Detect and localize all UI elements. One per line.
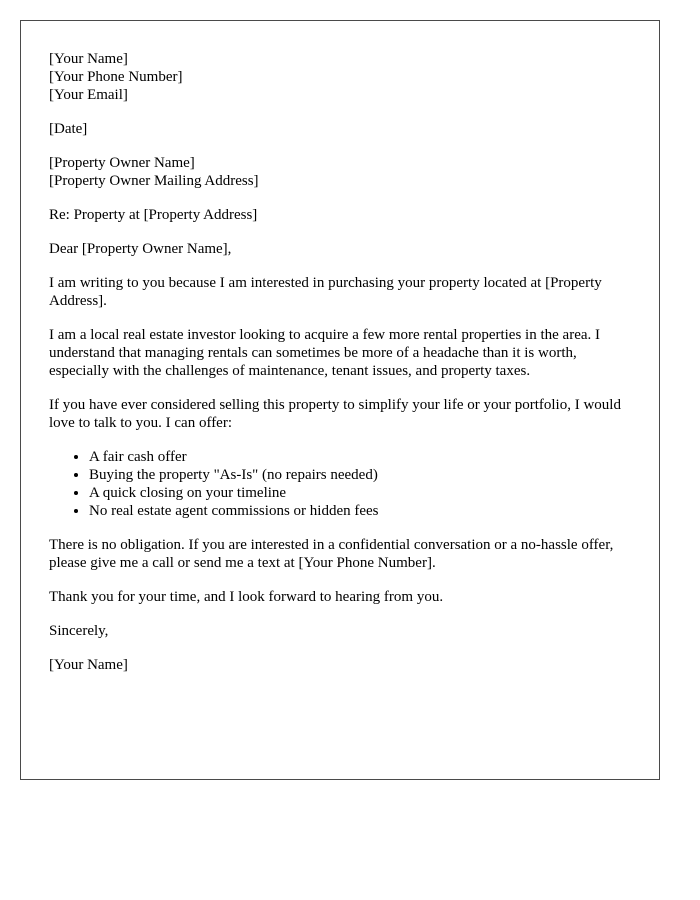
re-line: Re: Property at [Property Address] [49,207,258,223]
offer-list-item: • No real estate agent commissions or hidden fees [89,502,631,520]
sender-phone: [Your Phone Number] [49,69,183,85]
letter-page [20,20,660,780]
offer-list [49,448,631,520]
offer-list-item: • A quick closing on your timeline [89,484,631,502]
paragraph-intro: I am writing to you because I am interested in purchasing your property located at [Property Address]. [49,275,602,309]
paragraph-obligation: There is no obligation. If you are interested in a confidential conversation or a no-hassle offer, please give me a call or send me a text at [Your Phone Number]. [49,537,614,571]
paragraph-about: I am a local real estate investor looking to acquire a few more rental properties in the area. I understand that managing rentals can sometimes be more of a headache than it is worth, especially with the challenges of maintenance, tenant issues, and property taxes. [49,327,601,379]
paragraph-thanks: Thank you for your time, and I look forward to hearing from you. [49,589,444,605]
signature: [Your Name] [49,657,128,673]
letter-date: [Date] [49,121,88,137]
date-block [49,120,631,138]
sender-email: [Your Email] [49,87,128,103]
sender-block [49,50,631,104]
offer-list-item: • Buying the property "As-Is" (no repairs needed) [89,466,631,484]
recipient-name: [Property Owner Name] [49,155,195,171]
sender-name: [Your Name] [49,51,128,67]
salutation: Dear [Property Owner Name], [49,241,232,257]
offer-list-item: • A fair cash offer [89,448,631,466]
recipient-block [49,154,631,190]
closing: Sincerely, [49,623,109,639]
paragraph-offer-intro: If you have ever considered selling this property to simplify your life or your portfolio, I would love to talk to you. I can offer: [49,397,621,431]
recipient-address: [Property Owner Mailing Address] [49,173,259,189]
